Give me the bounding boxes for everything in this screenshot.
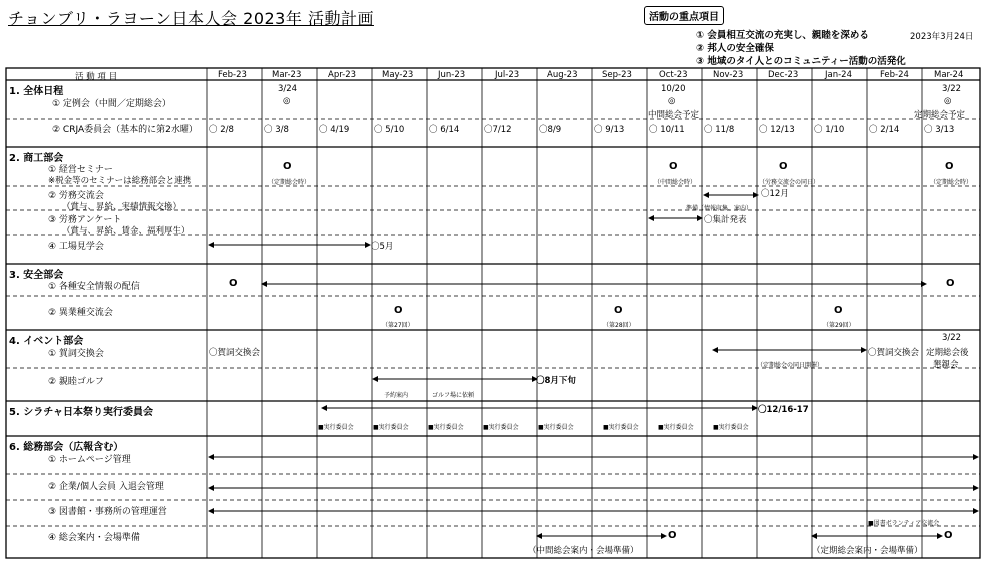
- month-header: Dec-23: [768, 70, 799, 80]
- crja-date: 〇 2/8: [209, 125, 234, 135]
- event-label: 〇8月下旬: [536, 376, 576, 386]
- crja-date: 〇 5/10: [374, 125, 405, 135]
- event-circle: O: [394, 305, 403, 316]
- item-label: ② 企業/個人会員 入退会管理: [48, 482, 164, 492]
- event-note: 予約案内: [384, 392, 409, 399]
- event-circle: O: [834, 305, 843, 316]
- event-circle: O: [944, 530, 953, 541]
- focus-item: ① 会員相互交流の充実し、親睦を深める: [696, 30, 869, 41]
- meeting-label: ■実行委員会: [428, 424, 464, 431]
- event-label: 〇集計発表: [704, 215, 747, 225]
- event-label: 〇5月: [371, 242, 394, 252]
- section-title: 5. シラチャ日本祭り実行委員会: [9, 407, 153, 418]
- event-mark: ◎: [283, 96, 291, 106]
- event-circle: O: [283, 161, 292, 172]
- event-note: （中間総会案内・会場準備）: [528, 546, 639, 556]
- section-title: 3. 安全部会: [9, 270, 64, 281]
- item-label: ① 各種安全情報の配信: [48, 282, 140, 292]
- crja-date: 〇 11/8: [704, 125, 735, 135]
- item-label: ③ 図書館・事務所の管理運営: [48, 507, 167, 517]
- crja-date: 〇 12/13: [759, 125, 795, 135]
- event-note: （労務交流会の同日）: [759, 179, 820, 186]
- meeting-label: ■実行委員会: [483, 424, 519, 431]
- item-note: （賞与、昇給、実績情報交換）: [62, 202, 182, 212]
- section-title: 1. 全体日程: [9, 86, 64, 97]
- month-header: Sep-23: [602, 70, 632, 80]
- month-header: Feb-24: [880, 70, 909, 80]
- month-header: Jul-23: [495, 70, 520, 80]
- event-date: 3/24: [278, 84, 298, 94]
- event-label: 〇12/16-17: [758, 405, 809, 415]
- event-note: （中間総会時）: [654, 179, 697, 186]
- item-column-header: 活 動 項 目: [75, 72, 118, 82]
- event-note: 中間総会予定: [648, 110, 700, 120]
- meeting-label: ■実行委員会: [658, 424, 694, 431]
- item-label: ② 親睦ゴルフ: [48, 377, 104, 387]
- month-header: Nov-23: [713, 70, 744, 80]
- item-label: ④ 総会案内・会場準備: [48, 533, 140, 543]
- event-circle: O: [669, 161, 678, 172]
- event-note: （第28回）: [603, 322, 635, 329]
- event-mark: ◎: [944, 96, 952, 106]
- crja-date: 〇 2/14: [869, 125, 900, 135]
- item-label: ② 労務交流会: [48, 191, 104, 201]
- month-header: Jan-24: [825, 70, 852, 80]
- event-label: 懇親会: [933, 360, 959, 370]
- item-label: ① ホームページ管理: [48, 455, 131, 465]
- item-note: ※税金等のセミナーは総務部会と連携: [48, 176, 192, 186]
- event-date: 3/22: [942, 84, 962, 94]
- item-label: ① 定例会（中間／定期総会）: [52, 99, 171, 109]
- section-title: 4. イベント部会: [9, 336, 84, 347]
- crja-date: 〇 9/13: [594, 125, 625, 135]
- event-note: 準備（情報収集、案内）: [686, 205, 753, 212]
- event-note: （第29回）: [823, 322, 855, 329]
- month-header: Oct-23: [659, 70, 688, 80]
- month-header: Apr-23: [328, 70, 357, 80]
- focus-item: ② 邦人の安全確保: [696, 43, 774, 54]
- event-label: 〇賀詞交換会: [868, 348, 920, 358]
- item-label: ② 異業種交流会: [48, 308, 113, 318]
- event-circle: O: [945, 161, 954, 172]
- item-label: ② CRJA委員会（基本的に第2水曜）: [52, 125, 198, 135]
- page-title: チョンブリ・ラヨーン日本人会 2023年 活動計画: [8, 9, 374, 28]
- item-note: （賞与、昇給、賃金、福利厚生）: [62, 226, 190, 236]
- event-note: （第27回）: [382, 322, 414, 329]
- item-label: ③ 労務アンケート: [48, 215, 122, 225]
- event-circle: O: [668, 530, 677, 541]
- item-label: ① 経営セミナー: [48, 165, 113, 175]
- event-mark: ◎: [668, 96, 676, 106]
- crja-date: 〇 3/13: [924, 125, 955, 135]
- event-circle: O: [946, 278, 955, 289]
- event-note: （定期総会時）: [930, 179, 973, 186]
- focus-item: ③ 地域のタイ人とのコミュニティー活動の活発化: [696, 56, 906, 67]
- event-circle: O: [779, 161, 788, 172]
- month-header: Feb-23: [218, 70, 247, 80]
- event-label: 〇賀詞交換会: [209, 348, 261, 358]
- crja-date: 〇 1/10: [814, 125, 845, 135]
- crja-date: 〇 3/8: [264, 125, 289, 135]
- meeting-label: ■実行委員会: [373, 424, 409, 431]
- item-label: ④ 工場見学会: [48, 242, 104, 252]
- section-title: 2. 商工部会: [9, 153, 64, 164]
- crja-date: 〇 10/11: [649, 125, 685, 135]
- event-note: 定期総会予定: [914, 110, 966, 120]
- event-note: ゴルフ場に依頼: [432, 392, 475, 399]
- crja-date: 〇7/12: [484, 125, 512, 135]
- event-label: 定期総会後: [926, 348, 969, 358]
- event-note: （定期総会時）: [268, 179, 311, 186]
- section-title: 6. 総務部会（広報含む）: [9, 442, 124, 453]
- month-header: Aug-23: [547, 70, 578, 80]
- document-date: 2023年3月24日: [910, 32, 974, 42]
- event-circle: O: [614, 305, 623, 316]
- month-header: Jun-23: [438, 70, 466, 80]
- crja-date: 〇8/9: [539, 125, 562, 135]
- month-header: May-23: [382, 70, 414, 80]
- month-header: Mar-23: [272, 70, 302, 80]
- meeting-label: ■実行委員会: [603, 424, 639, 431]
- item-label: ① 賀詞交換会: [48, 349, 104, 359]
- crja-date: 〇 6/14: [429, 125, 460, 135]
- event-circle: O: [229, 278, 238, 289]
- event-label: 〇12月: [761, 189, 789, 199]
- month-header: Mar-24: [934, 70, 964, 80]
- meeting-label: ■実行委員会: [713, 424, 749, 431]
- event-note: ■図書ボランティア交流会: [868, 520, 940, 527]
- meeting-label: ■実行委員会: [538, 424, 574, 431]
- crja-date: 〇 4/19: [319, 125, 350, 135]
- event-date: 10/20: [661, 84, 686, 94]
- event-date: 3/22: [942, 333, 962, 343]
- meeting-label: ■実行委員会: [318, 424, 354, 431]
- event-note: （定期総会の同日開催）: [757, 362, 824, 369]
- event-note: （定期総会案内・会場準備）: [812, 546, 923, 556]
- focus-label: 活動の重点項目: [644, 6, 724, 25]
